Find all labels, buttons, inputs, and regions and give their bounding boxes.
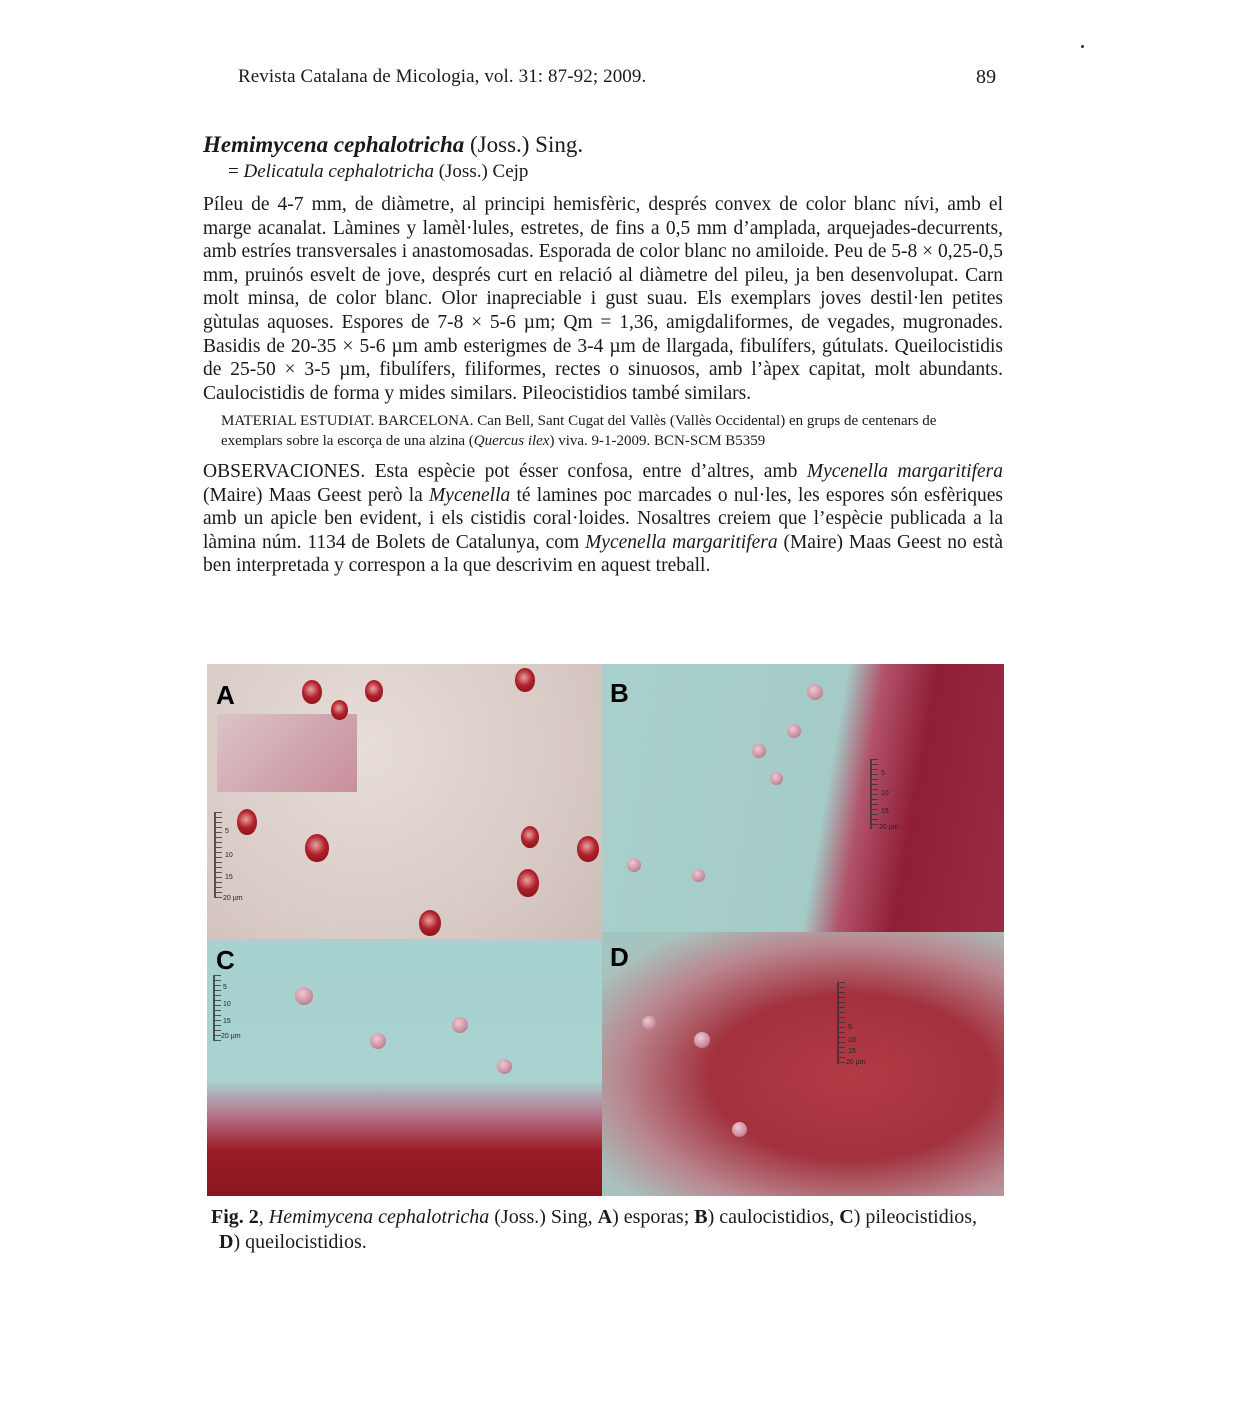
cystidium-head [787,724,801,738]
caption-label-a: A [597,1206,613,1228]
scale-label: 15 [223,1018,231,1025]
scan-speck [1081,45,1084,48]
panel-b-caulocystidia [602,664,1004,932]
spore [515,668,535,692]
caption-authors: (Joss.) Sing, [489,1206,598,1228]
spore [577,836,599,862]
scale-label: 20 µm [879,824,899,831]
spore [305,834,329,862]
species-name: Hemimycena cephalotricha [203,132,465,157]
spore [419,910,441,936]
cystidium-head [752,744,766,758]
synonym-name: Delicatula cephalotricha [243,161,434,182]
micrograph-figure [207,664,1004,1196]
cystidium-head [642,1016,656,1030]
caption-species: Hemimycena cephalotricha [268,1206,490,1228]
cystidium-head [694,1032,710,1048]
scale-label: 10 [881,790,889,797]
caption-indent [211,1231,219,1253]
caption-text-c: ) pileocistidios, [853,1206,978,1228]
panel-c-pileocystidia [207,939,602,1196]
obs-taxon-3: Mycenella margaritifera [585,531,778,553]
material-text: MATERIAL ESTUDIAT. BARCELONA. Can Bell, Sant Cugat del Vallès (Vallès Occidental) en grups de centenars de exemplars sobre la escorça de una alzina ( [221,413,937,449]
obs-text-3: té lamines poc marcades o nul·les, les espores són esfèriques amb un apicle ben evident, i els cistidis coral·loides. Nosaltres creiem que l’espècie publicada a la làmina núm. 1134 de Bolets de Catalunya, com [203,484,1003,553]
caption-fig-label: Fig. 2 [211,1206,259,1228]
synonym-line [228,161,528,183]
spore [521,826,539,848]
scale-label: 5 [848,1024,852,1031]
cystidium-head [627,858,641,872]
panel-d-cheilocystidia [602,932,1004,1196]
spore [517,869,539,897]
scale-bar [213,975,221,1041]
caption-label-d: D [219,1231,234,1253]
scale-label: 15 [848,1048,856,1055]
scale-bar [214,812,222,898]
spore [302,680,322,704]
spore [237,809,257,835]
journal-citation: Revista Catalana de Micologia, vol. 31: 87-92; 2009. [238,66,647,87]
scale-bar [870,759,878,829]
spore [331,700,348,720]
panel-a-inset [217,714,357,792]
cystidium-head [770,772,783,785]
material-text-end: ) viva. 9-1-2009. BCN-SCM B5359 [549,433,766,449]
page-number: 89 [976,66,997,88]
obs-taxon-1: Mycenella margaritifera [806,461,1003,482]
panel-label-b: B [610,678,629,708]
obs-taxon-2: Mycenella [429,484,511,506]
scale-label: 20 µm [223,895,243,902]
species-description: Píleu de 4-7 mm, de diàmetre, al principi hemisfèric, després convex de color blanc nívi, amb el marge acanalat. Làmines y lamèl·lules, estretes, de fins a 0,5 mm d’amplada, arquejades-decurrents, amb estríes transversales i anastomosadas. Esporada de color blanc no amiloide. Peu de 5-8 × 0,25-0,5 mm, pruinós esvelt de jove, després curt en relació al diàmetre del pileu, ja ben desenvolupat. Carn molt minsa, de color blanc. Olor inapreciable i gust suau. Els exemplars joves destil·len petites gùtulas aquoses. Espores de 7-8 × 5-6 µm; Qm = 1,36, amigdaliformes, de vegades, mugronades. Basidis de 20-35 × 5-6 µm amb esterigmes de 3-4 µm de llargada, fibulífers, gútulats. Queilocistidis de 25-50 × 3-5 µm, fibulífers, filiformes, rectes o sinuosos, amb l’àpex capitat, molt abundants. Caulocistidis de forma y mides similars. Pileocistidios també similars. [203,194,1003,404]
scale-label: 5 [223,984,227,991]
scale-label: 20 µm [846,1059,866,1066]
scale-label: 5 [881,770,885,777]
spore [365,680,383,702]
obs-text-2: (Maire) Maas Geest però la [203,484,430,506]
caption-text-d: ) queilocistidios. [233,1231,367,1253]
panel-label-c: C [216,945,235,975]
scale-label: 5 [225,828,229,835]
cystidium-head [732,1122,747,1137]
scale-label: 20 µm [221,1033,241,1040]
cystidium-head [370,1033,386,1049]
cystidium-head [692,869,705,882]
observations [203,460,1003,578]
figure-caption [211,1205,1006,1255]
synonym-prefix: = [228,161,244,182]
cystidium-head [452,1017,468,1033]
scale-label: 15 [225,874,233,881]
panel-label-d: D [610,942,629,972]
scale-label: 10 [848,1037,856,1044]
cystidium-head [295,987,313,1005]
synonym-authors: (Joss.) Cejp [433,161,529,182]
panel-label-a: A [216,680,235,710]
scale-label: 15 [881,808,889,815]
caption-text-b: ) caulocistidios, [707,1206,840,1228]
caption-label-c: C [839,1206,854,1228]
scale-bar [837,982,845,1064]
caption-label-b: B [694,1206,708,1228]
obs-text-4: (Maire) Maas Geest no està ben interpretada y correspon a la que descrivim en aquest treball. [203,531,1003,577]
cystidium-head [807,684,823,700]
species-title [203,132,583,158]
scale-label: 10 [225,852,233,859]
cystidium-head [497,1059,512,1074]
panel-a-spores [207,664,602,939]
scale-label: 10 [223,1001,231,1008]
caption-separator: , [258,1206,269,1228]
material-host: Quercus ilex [473,433,550,449]
caption-text-a: ) esporas; [612,1206,695,1228]
material-studied [221,411,1001,451]
obs-text-1: OBSERVACIONES. Esta espècie pot ésser confosa, entre d’altres, amb [203,461,807,482]
species-authors: (Joss.) Sing. [464,132,584,157]
